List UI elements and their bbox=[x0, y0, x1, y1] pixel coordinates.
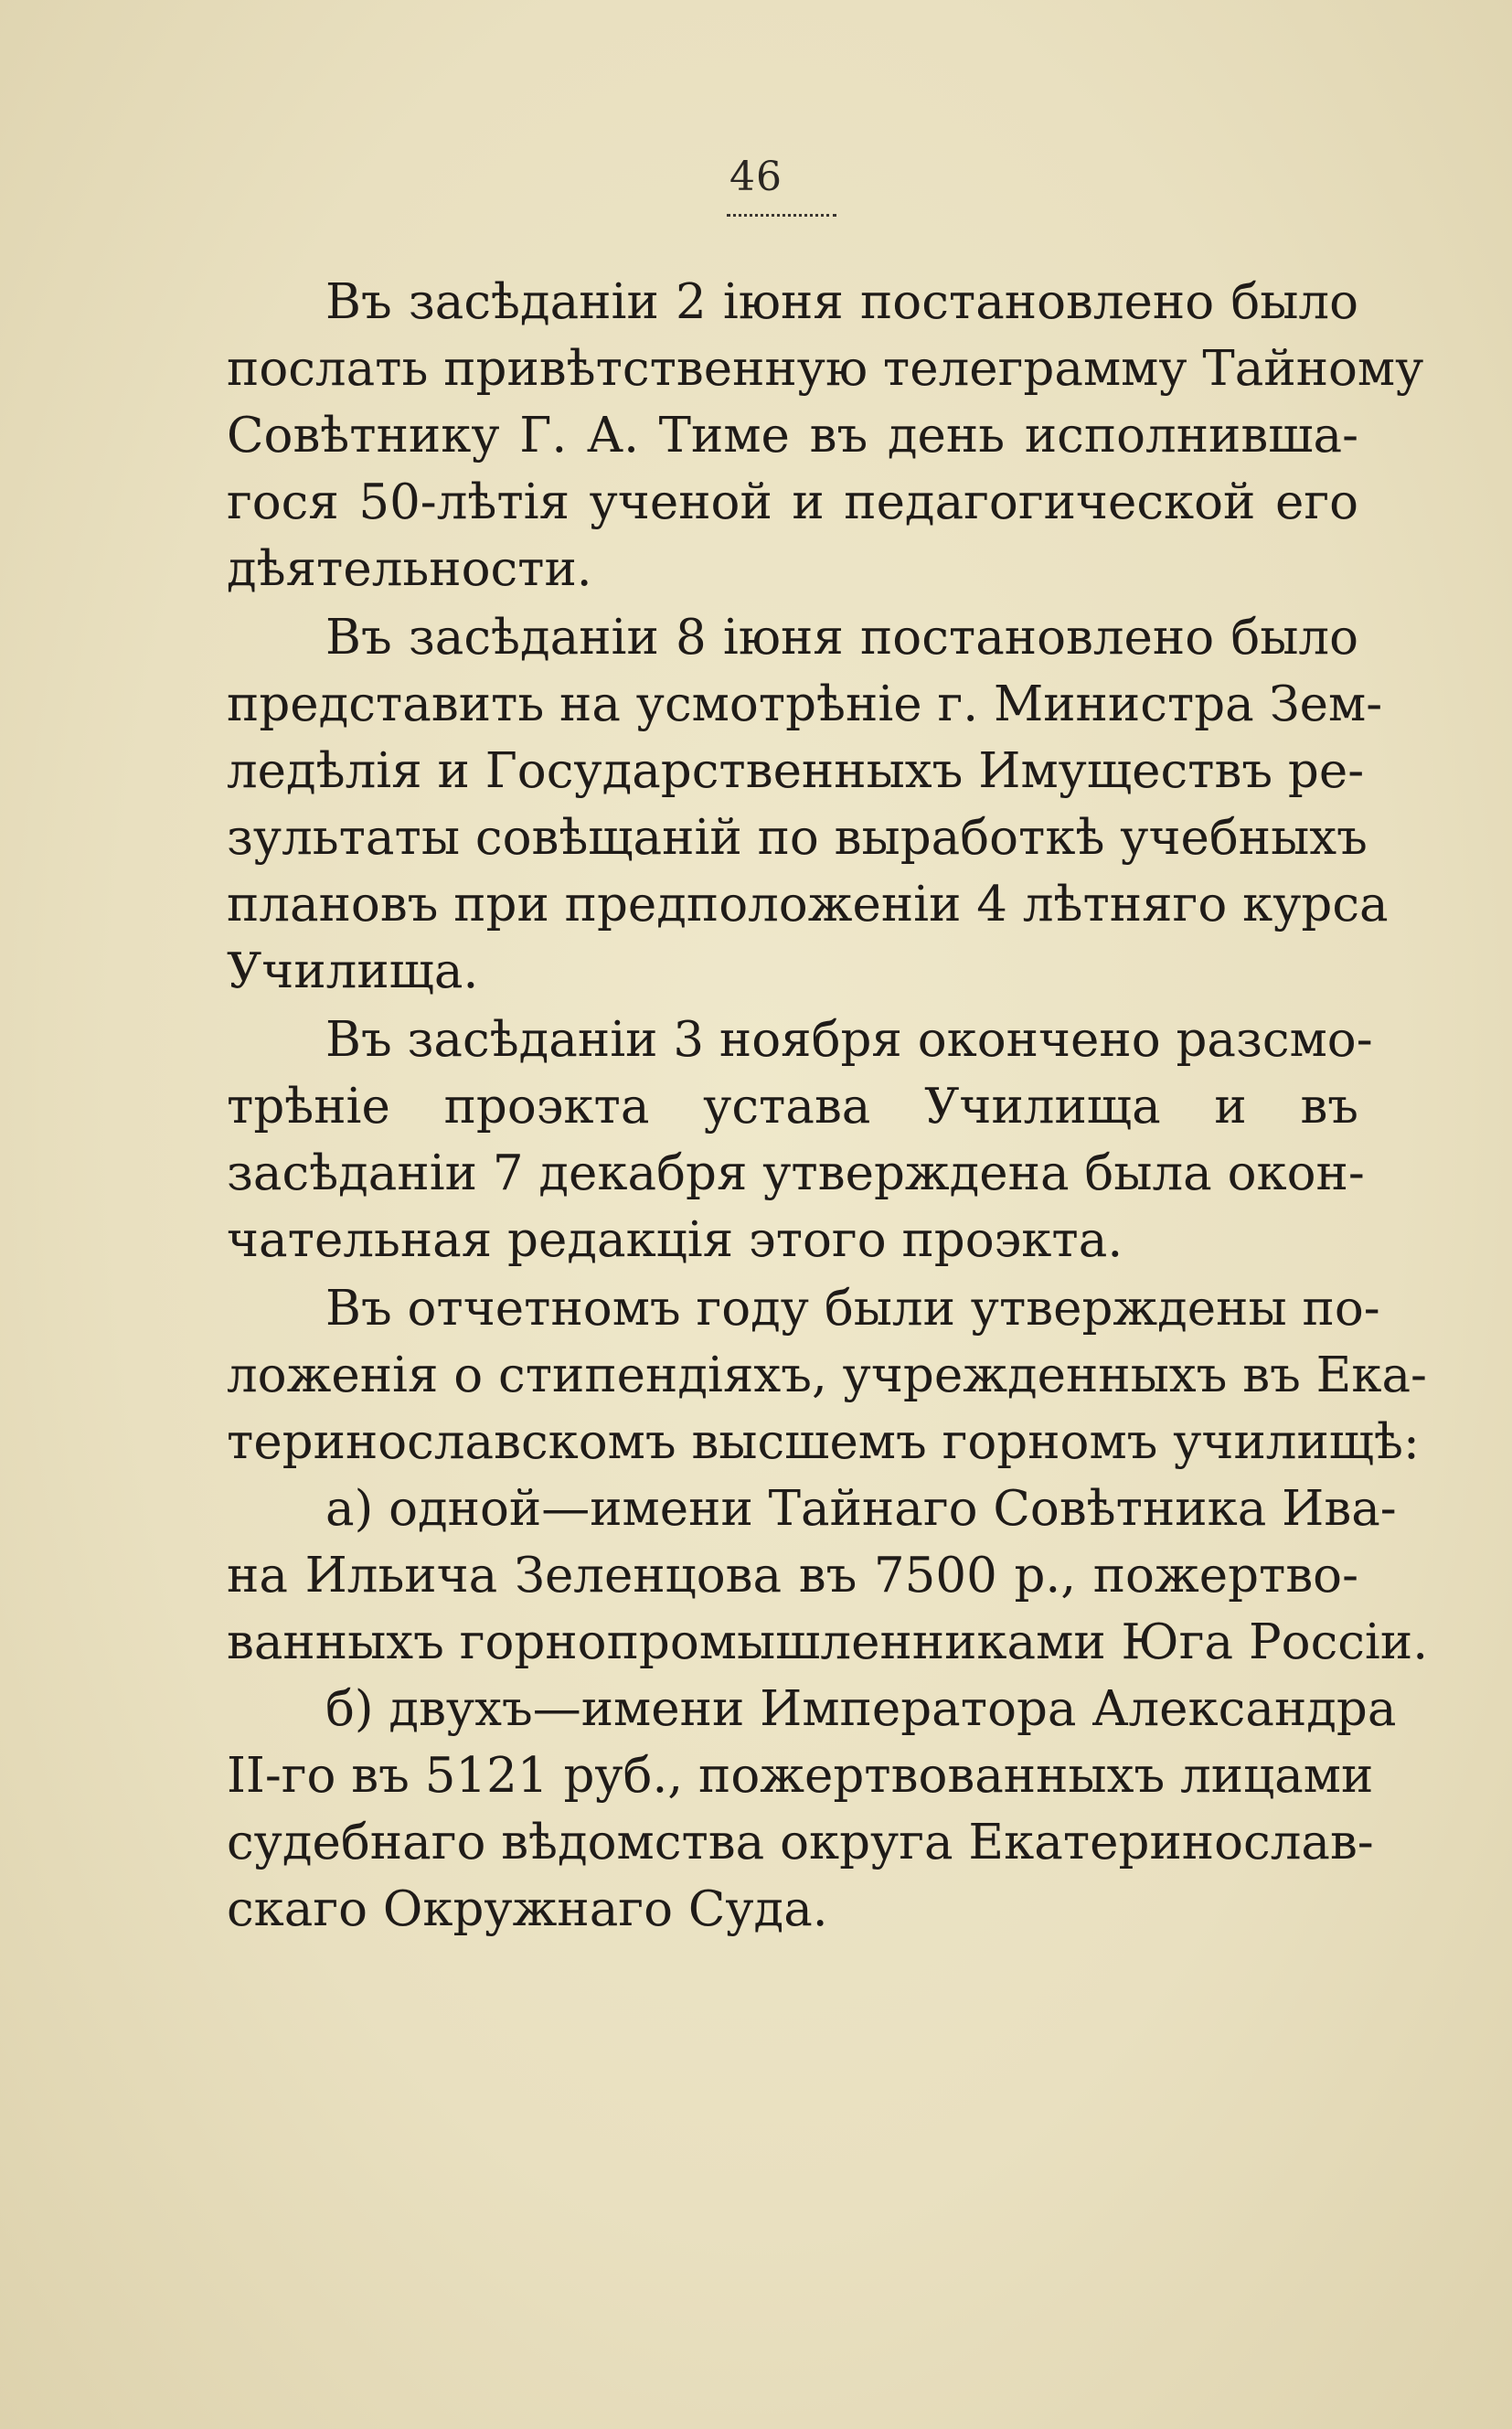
paragraph bbox=[227, 1007, 1373, 1273]
text-line: Въ засѣданіи 8 іюня постановлено было bbox=[325, 610, 1358, 666]
text-line: Училища. bbox=[227, 943, 479, 999]
text-line: представить на усмотрѣніе г. Министра Зем- bbox=[227, 676, 1383, 732]
text-line: Въ засѣданіи 3 ноября окончено разсмо- bbox=[325, 1012, 1373, 1068]
paragraph bbox=[227, 269, 1424, 602]
text-line: ванныхъ горнопромышленниками Юга Россіи. bbox=[227, 1614, 1429, 1670]
paragraph bbox=[227, 1275, 1427, 1476]
text-line: трѣніе проэкта устава Училища и въ bbox=[227, 1079, 1358, 1135]
text-line: плановъ при предположеніи 4 лѣтняго курса bbox=[227, 877, 1389, 932]
page-number: 46 bbox=[729, 154, 783, 200]
text-line: а) одной—имени Тайнаго Совѣтника Ива- bbox=[325, 1481, 1397, 1537]
text-line: чательная редакція этого проэкта. bbox=[227, 1212, 1123, 1268]
text-line: теринославскомъ высшемъ горномъ училищѣ: bbox=[227, 1414, 1420, 1470]
text-line: скаго Окружнаго Суда. bbox=[227, 1881, 828, 1937]
page-number-rule bbox=[727, 214, 836, 217]
text-line: ледѣлія и Государственныхъ Имуществъ ре- bbox=[227, 743, 1365, 799]
text-line: судебнаго вѣдомства округа Екатеринослав- bbox=[227, 1815, 1374, 1870]
text-line: зультаты совѣщаній по выработкѣ учебныхъ bbox=[227, 810, 1368, 866]
text-line: Въ засѣданіи 2 іюня постановлено было bbox=[325, 274, 1358, 330]
paragraph bbox=[227, 604, 1389, 1005]
text-line: гося 50-лѣтія ученой и педагогической его bbox=[227, 474, 1358, 530]
text-line: Въ отчетномъ году были утверждены по- bbox=[325, 1281, 1380, 1337]
text-line: дѣятельности. bbox=[227, 541, 592, 597]
body-text bbox=[227, 269, 1429, 1943]
paragraph bbox=[227, 1676, 1397, 1943]
text-line: на Ильича Зеленцова въ 7500 р., пожертво- bbox=[227, 1548, 1358, 1603]
text-line: ложенія о стипендіяхъ, учрежденныхъ въ Ека- bbox=[227, 1348, 1427, 1403]
text-line: засѣданіи 7 декабря утверждена была окон- bbox=[227, 1145, 1365, 1201]
text-line: II-го въ 5121 руб., пожертвованныхъ лицами bbox=[227, 1748, 1374, 1804]
text-line: Совѣтнику Г. А. Тиме въ день исполнивша- bbox=[227, 408, 1358, 463]
text-line: послать привѣтственную телеграмму Тайному bbox=[227, 341, 1424, 397]
text-line: б) двухъ—имени Императора Александра bbox=[325, 1681, 1397, 1737]
paragraph bbox=[227, 1476, 1429, 1676]
